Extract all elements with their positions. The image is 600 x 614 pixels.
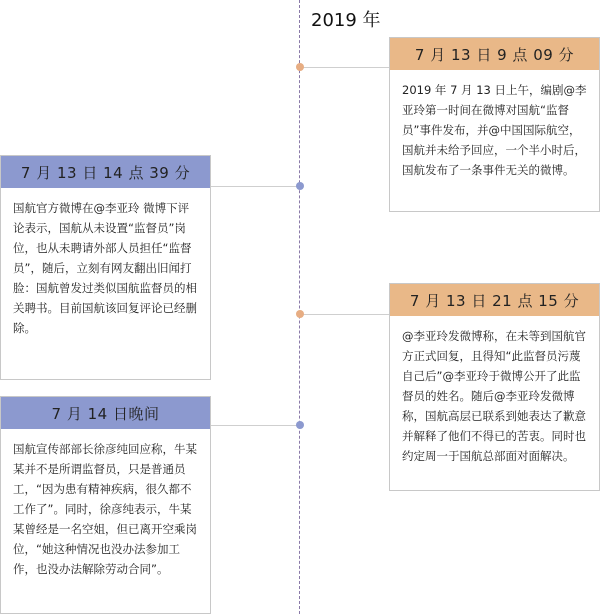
timeline-axis — [299, 0, 300, 614]
event-description: 国航宣传部部长徐彦纯回应称，牛某某并不是所谓监督员，只是普通员工，“因为患有精神疾病，很久都不工作了”。同时，徐彦纯表示，牛某某曾经是一名空姐，但已离开空乘岗位，“她这种情况也没办法参加工作，也没办法解除劳动合同”。 — [13, 442, 197, 576]
event-time: 7 月 13 日 21 点 15 分 — [390, 284, 599, 316]
event-card — [0, 155, 211, 380]
connector-line — [211, 425, 300, 426]
timeline-node — [296, 63, 304, 71]
event-description: 2019 年 7 月 13 日上午，编剧@李亚玲第一时间在微博对国航“监督员”事件发布，并@中国国际航空，国航并未给予回应，一个半小时后，国航发布了一条事件无关的微博。 — [402, 83, 587, 177]
event-card — [389, 37, 600, 212]
event-time: 7 月 14 日晚间 — [1, 397, 210, 429]
event-card — [389, 283, 600, 491]
event-time: 7 月 13 日 14 点 39 分 — [1, 156, 210, 188]
event-description: 国航官方微博在@李亚玲 微博下评论表示，国航从未设置“监督员”岗位，也从未聘请外部人员担任“监督员”，随后，立刻有网友翻出旧闻打脸：国航曾发过类似国航监督员的相关聘书。目前国航该回复评论已经删除。 — [13, 201, 197, 335]
timeline-node — [296, 421, 304, 429]
year-label: 2019 年 — [311, 10, 381, 31]
timeline-node — [296, 310, 304, 318]
timeline-node — [296, 182, 304, 190]
event-card — [0, 396, 211, 614]
event-description: @李亚玲发微博称，在未等到国航官方正式回复，且得知“此监督员污蔑自己后”@李亚玲于微博公开了此监督员的姓名。随后@李亚玲发微博称，国航高层已联系到她表达了歉意并解释了他们不得已的苦衷。同时也约定周一于国航总部面对面解决。 — [402, 329, 586, 463]
connector-line — [300, 67, 389, 68]
connector-line — [300, 314, 389, 315]
event-time: 7 月 13 日 9 点 09 分 — [390, 38, 599, 70]
connector-line — [211, 186, 300, 187]
